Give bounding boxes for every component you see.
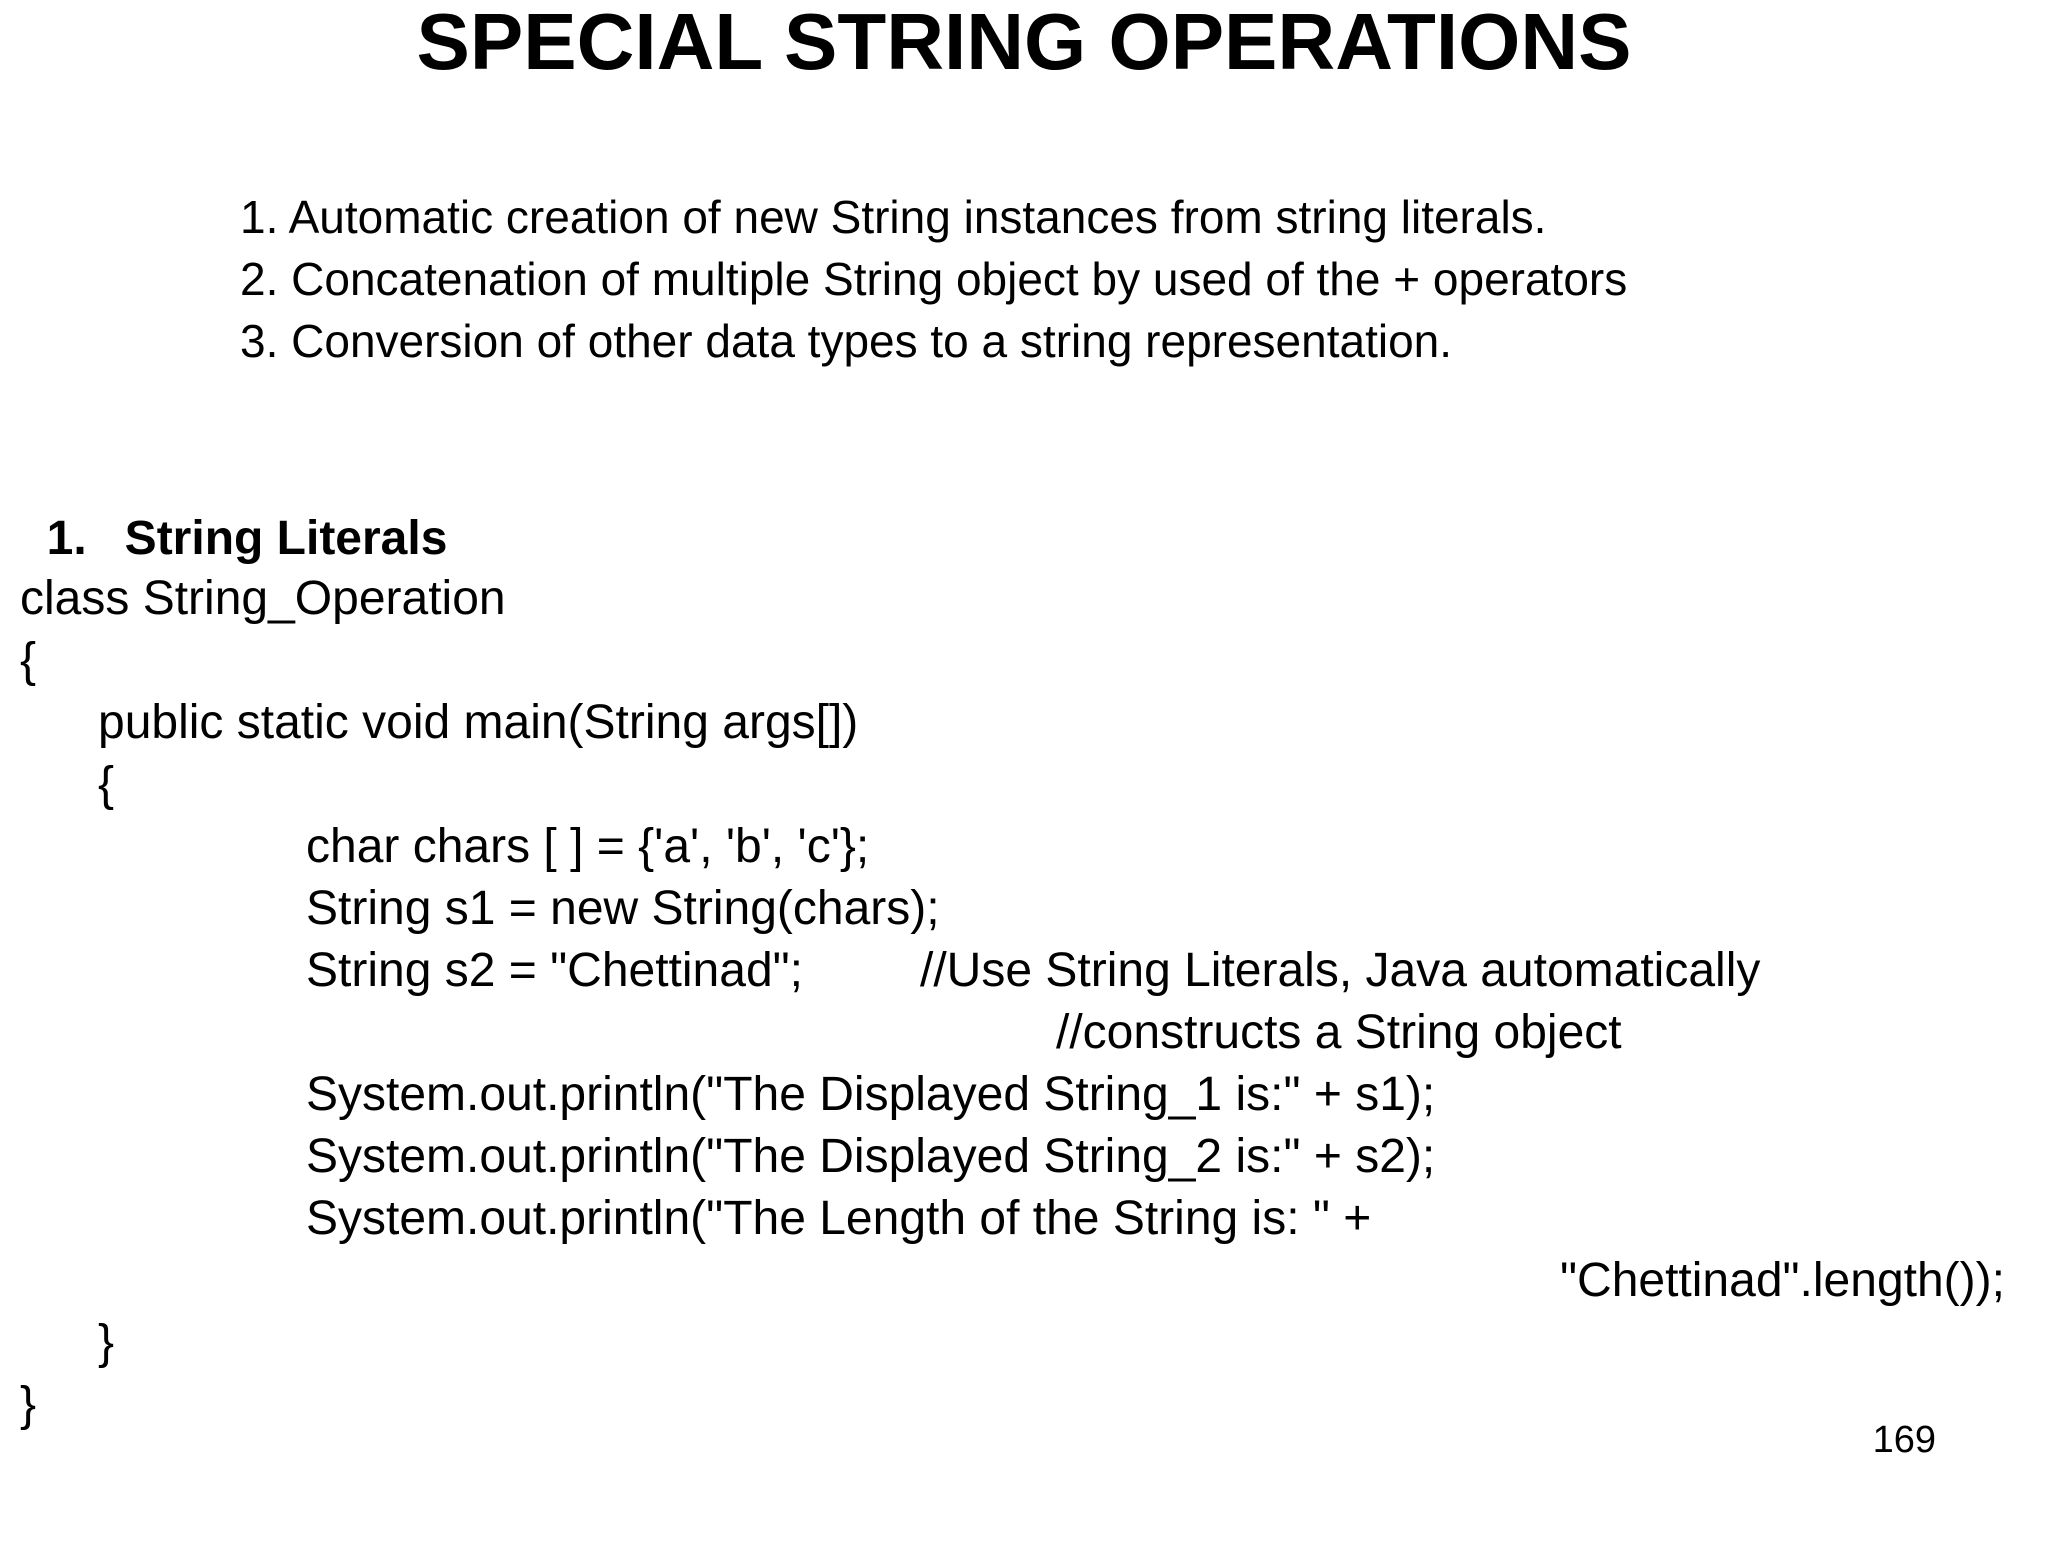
- code-comment: //constructs a String object: [1056, 1006, 1622, 1059]
- code-line: [20, 692, 859, 754]
- code-line: [20, 1374, 73, 1436]
- code-line: [20, 568, 506, 630]
- code-statement: System.out.println("The Length of the String is: " +: [306, 1192, 1372, 1245]
- list-item: 1. Automatic creation of new String instances from string literals.: [240, 191, 1547, 243]
- code-line: [20, 1250, 2005, 1312]
- code-line: [20, 1064, 1436, 1126]
- code-line: [20, 630, 73, 692]
- code-block: [20, 568, 2005, 1436]
- section-heading: [20, 446, 447, 570]
- code-statement: char chars [ ] = {'a', 'b', 'c'};: [306, 820, 870, 873]
- code-line: [20, 816, 870, 878]
- code-line: [20, 1002, 1622, 1064]
- code-statement: System.out.println("The Displayed String_1 is:" + s1);: [306, 1068, 1436, 1121]
- section-title: String Literals: [124, 512, 448, 565]
- page-number: 169: [1872, 1419, 1936, 1461]
- code-line: [20, 1188, 1372, 1250]
- code-class-declaration: class String_Operation: [20, 572, 506, 625]
- section-number: 1.: [46, 512, 87, 565]
- code-statement: String s2 = "Chettinad";: [306, 944, 804, 997]
- code-line: [20, 878, 940, 940]
- code-close-brace: }: [20, 1378, 37, 1431]
- code-line: [20, 1312, 115, 1374]
- code-open-brace: {: [20, 634, 37, 687]
- list-item: 2. Concatenation of multiple String object by used of the + operators: [240, 253, 1628, 305]
- operations-list: [240, 186, 1627, 372]
- code-statement-continuation: "Chettinad".length());: [1560, 1254, 2005, 1307]
- code-line: [20, 940, 1761, 1002]
- code-main-signature: public static void main(String args[]): [98, 696, 859, 749]
- code-comment: //Use String Literals, Java automatically: [920, 944, 1761, 997]
- list-item: 3. Conversion of other data types to a string representation.: [240, 315, 1453, 367]
- code-open-brace: {: [98, 758, 115, 811]
- code-line: [20, 1126, 1436, 1188]
- code-statement: String s1 = new String(chars);: [306, 882, 940, 935]
- code-line: [20, 754, 115, 816]
- code-close-brace: }: [98, 1316, 115, 1369]
- slide-title: SPECIAL STRING OPERATIONS: [416, 0, 1632, 86]
- code-statement: System.out.println("The Displayed String_2 is:" + s2);: [306, 1130, 1436, 1183]
